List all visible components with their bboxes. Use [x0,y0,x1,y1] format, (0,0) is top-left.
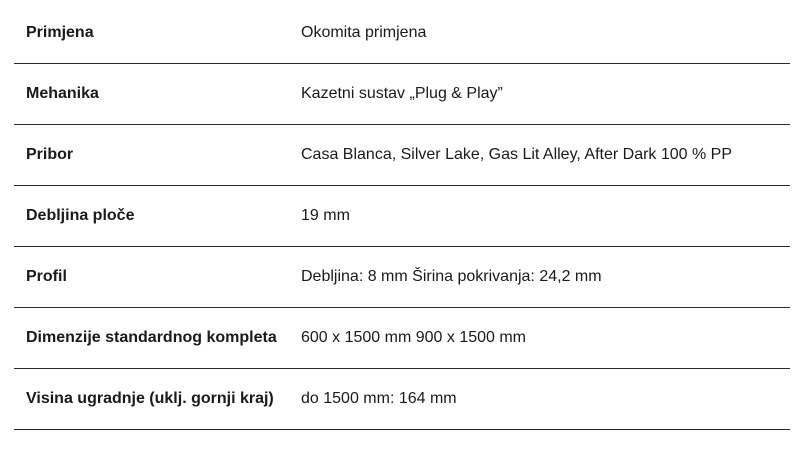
spec-row-dimenzije [14,308,790,369]
spec-label: Mehanika [26,85,99,102]
spec-value: 600 x 1500 mm 900 x 1500 mm [301,329,527,346]
spec-row-debljina-ploce [14,186,790,247]
spec-row-visina-ugradnje [14,369,790,430]
spec-label: Pribor [26,146,74,163]
spec-value: Casa Blanca, Silver Lake, Gas Lit Alley, After Dark 100 % PP [301,146,733,163]
spec-label: Profil [26,268,67,285]
spec-value: Okomita primjena [301,24,427,41]
spec-label: Dimenzije standardnog kompleta [26,329,277,346]
spec-row-pribor [14,125,790,186]
spec-label: Primjena [26,24,94,41]
spec-value: do 1500 mm: 164 mm [301,390,457,407]
spec-label: Visina ugradnje (uklj. gornji kraj) [26,390,274,407]
spec-value: 19 mm [301,207,350,224]
spec-label: Debljina ploče [26,207,135,224]
spec-row-primjena [14,3,790,64]
spec-value: Kazetni sustav „Plug & Play” [301,85,503,102]
spec-row-mehanika [14,64,790,125]
spec-row-profil [14,247,790,308]
spec-value: Debljina: 8 mm Širina pokrivanja: 24,2 mm [301,268,602,285]
spec-table [14,3,790,430]
